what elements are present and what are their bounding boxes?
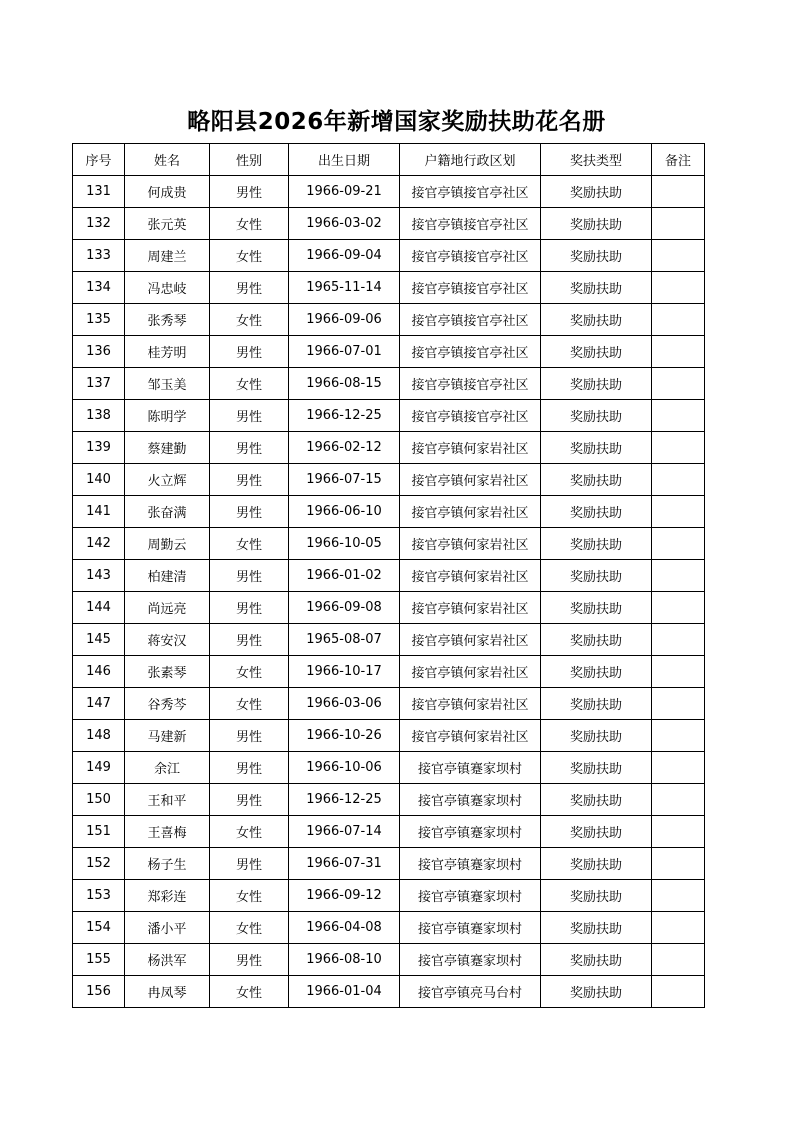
cell-remarks [652,176,705,208]
cell-registered-residence: 接官亭镇亮马台村 [400,976,541,1008]
table-row [73,848,705,880]
cell-serial-number: 142 [73,528,125,560]
cell-name: 张秀琴 [125,304,210,336]
cell-registered-residence: 接官亭镇蹇家坝村 [400,848,541,880]
cell-registered-residence: 接官亭镇接官亭社区 [400,304,541,336]
cell-name: 邹玉美 [125,368,210,400]
cell-birth-date: 1966-12-25 [289,784,400,816]
cell-serial-number: 131 [73,176,125,208]
cell-serial-number: 141 [73,496,125,528]
cell-serial-number: 151 [73,816,125,848]
cell-name: 杨洪军 [125,944,210,976]
cell-birth-date: 1966-10-17 [289,656,400,688]
cell-name: 桂芳明 [125,336,210,368]
cell-serial-number: 137 [73,368,125,400]
cell-remarks [652,560,705,592]
cell-birth-date: 1966-10-26 [289,720,400,752]
cell-name: 潘小平 [125,912,210,944]
cell-birth-date: 1966-10-05 [289,528,400,560]
cell-registered-residence: 接官亭镇接官亭社区 [400,208,541,240]
cell-remarks [652,720,705,752]
cell-serial-number: 146 [73,656,125,688]
cell-remarks [652,816,705,848]
cell-remarks [652,752,705,784]
cell-name: 周勤云 [125,528,210,560]
cell-subsidy-type: 奖励扶助 [541,848,652,880]
cell-serial-number: 147 [73,688,125,720]
cell-birth-date: 1966-09-04 [289,240,400,272]
table-row [73,464,705,496]
cell-subsidy-type: 奖励扶助 [541,944,652,976]
cell-gender: 男性 [210,720,289,752]
cell-gender: 男性 [210,336,289,368]
table-row [73,944,705,976]
table-row [73,400,705,432]
header-gender: 性别 [210,144,289,176]
cell-gender: 女性 [210,528,289,560]
cell-birth-date: 1966-02-12 [289,432,400,464]
cell-remarks [652,624,705,656]
cell-subsidy-type: 奖励扶助 [541,752,652,784]
cell-birth-date: 1966-09-08 [289,592,400,624]
cell-subsidy-type: 奖励扶助 [541,464,652,496]
cell-remarks [652,784,705,816]
cell-serial-number: 143 [73,560,125,592]
cell-name: 王和平 [125,784,210,816]
cell-remarks [652,304,705,336]
cell-remarks [652,464,705,496]
cell-registered-residence: 接官亭镇接官亭社区 [400,336,541,368]
cell-name: 杨子生 [125,848,210,880]
cell-subsidy-type: 奖励扶助 [541,912,652,944]
cell-birth-date: 1966-03-02 [289,208,400,240]
cell-registered-residence: 接官亭镇蹇家坝村 [400,912,541,944]
cell-name: 张元英 [125,208,210,240]
cell-name: 陈明学 [125,400,210,432]
cell-gender: 男性 [210,272,289,304]
table-row [73,816,705,848]
cell-name: 冉凤琴 [125,976,210,1008]
cell-serial-number: 136 [73,336,125,368]
cell-serial-number: 155 [73,944,125,976]
cell-remarks [652,528,705,560]
cell-birth-date: 1966-09-21 [289,176,400,208]
cell-gender: 女性 [210,240,289,272]
cell-registered-residence: 接官亭镇何家岩社区 [400,432,541,464]
cell-subsidy-type: 奖励扶助 [541,240,652,272]
cell-gender: 男性 [210,496,289,528]
cell-serial-number: 148 [73,720,125,752]
cell-subsidy-type: 奖励扶助 [541,368,652,400]
cell-gender: 男性 [210,752,289,784]
cell-serial-number: 152 [73,848,125,880]
cell-gender: 男性 [210,176,289,208]
cell-registered-residence: 接官亭镇何家岩社区 [400,624,541,656]
table-row [73,208,705,240]
table-row [73,752,705,784]
cell-subsidy-type: 奖励扶助 [541,336,652,368]
cell-gender: 男性 [210,848,289,880]
cell-birth-date: 1966-07-31 [289,848,400,880]
cell-subsidy-type: 奖励扶助 [541,592,652,624]
cell-gender: 男性 [210,560,289,592]
cell-birth-date: 1965-11-14 [289,272,400,304]
cell-registered-residence: 接官亭镇接官亭社区 [400,176,541,208]
cell-gender: 男性 [210,944,289,976]
cell-registered-residence: 接官亭镇何家岩社区 [400,720,541,752]
cell-serial-number: 145 [73,624,125,656]
cell-gender: 男性 [210,784,289,816]
cell-remarks [652,848,705,880]
cell-name: 郑彩连 [125,880,210,912]
header-registered-residence: 户籍地行政区划 [400,144,541,176]
cell-gender: 女性 [210,208,289,240]
cell-registered-residence: 接官亭镇蹇家坝村 [400,880,541,912]
cell-registered-residence: 接官亭镇接官亭社区 [400,400,541,432]
cell-remarks [652,368,705,400]
cell-gender: 男性 [210,624,289,656]
cell-subsidy-type: 奖励扶助 [541,976,652,1008]
cell-registered-residence: 接官亭镇何家岩社区 [400,688,541,720]
cell-gender: 女性 [210,912,289,944]
cell-registered-residence: 接官亭镇接官亭社区 [400,240,541,272]
cell-registered-residence: 接官亭镇何家岩社区 [400,464,541,496]
table-row [73,304,705,336]
cell-birth-date: 1966-07-15 [289,464,400,496]
cell-gender: 男性 [210,592,289,624]
cell-registered-residence: 接官亭镇蹇家坝村 [400,784,541,816]
cell-subsidy-type: 奖励扶助 [541,432,652,464]
table-body [73,176,705,1008]
cell-serial-number: 133 [73,240,125,272]
cell-remarks [652,400,705,432]
table-row [73,336,705,368]
cell-remarks [652,240,705,272]
table-row [73,176,705,208]
cell-gender: 女性 [210,816,289,848]
table-row [73,272,705,304]
table-row [73,880,705,912]
cell-birth-date: 1966-04-08 [289,912,400,944]
cell-gender: 女性 [210,304,289,336]
table-row [73,368,705,400]
cell-remarks [652,432,705,464]
cell-birth-date: 1966-08-15 [289,368,400,400]
cell-birth-date: 1966-07-01 [289,336,400,368]
cell-birth-date: 1966-01-02 [289,560,400,592]
cell-subsidy-type: 奖励扶助 [541,688,652,720]
cell-serial-number: 150 [73,784,125,816]
table-row [73,432,705,464]
header-subsidy-type: 奖扶类型 [541,144,652,176]
cell-remarks [652,208,705,240]
cell-remarks [652,944,705,976]
roster-table [72,143,705,1008]
document-title: 略阳县2026年新增国家奖励扶助花名册 [187,109,606,135]
cell-subsidy-type: 奖励扶助 [541,624,652,656]
cell-serial-number: 154 [73,912,125,944]
cell-subsidy-type: 奖励扶助 [541,816,652,848]
table-row [73,688,705,720]
cell-gender: 女性 [210,976,289,1008]
cell-serial-number: 140 [73,464,125,496]
cell-name: 马建新 [125,720,210,752]
cell-subsidy-type: 奖励扶助 [541,304,652,336]
cell-serial-number: 156 [73,976,125,1008]
table-row [73,720,705,752]
cell-gender: 女性 [210,880,289,912]
cell-name: 何成贵 [125,176,210,208]
cell-subsidy-type: 奖励扶助 [541,720,652,752]
cell-birth-date: 1966-10-06 [289,752,400,784]
cell-name: 火立辉 [125,464,210,496]
cell-serial-number: 132 [73,208,125,240]
cell-name: 张奋满 [125,496,210,528]
cell-serial-number: 153 [73,880,125,912]
cell-subsidy-type: 奖励扶助 [541,400,652,432]
table-row [73,496,705,528]
cell-remarks [652,688,705,720]
cell-remarks [652,976,705,1008]
table-row [73,624,705,656]
cell-remarks [652,880,705,912]
cell-gender: 女性 [210,688,289,720]
cell-name: 蒋安汉 [125,624,210,656]
cell-birth-date: 1966-08-10 [289,944,400,976]
cell-subsidy-type: 奖励扶助 [541,176,652,208]
cell-subsidy-type: 奖励扶助 [541,880,652,912]
table-header-row [73,144,705,176]
cell-serial-number: 149 [73,752,125,784]
cell-remarks [652,496,705,528]
cell-name: 蔡建勤 [125,432,210,464]
cell-registered-residence: 接官亭镇何家岩社区 [400,656,541,688]
cell-registered-residence: 接官亭镇何家岩社区 [400,592,541,624]
table-row [73,784,705,816]
cell-subsidy-type: 奖励扶助 [541,656,652,688]
cell-registered-residence: 接官亭镇接官亭社区 [400,272,541,304]
cell-serial-number: 138 [73,400,125,432]
cell-registered-residence: 接官亭镇蹇家坝村 [400,752,541,784]
cell-registered-residence: 接官亭镇蹇家坝村 [400,816,541,848]
header-birth-date: 出生日期 [289,144,400,176]
cell-gender: 男性 [210,464,289,496]
cell-subsidy-type: 奖励扶助 [541,528,652,560]
cell-serial-number: 134 [73,272,125,304]
cell-registered-residence: 接官亭镇接官亭社区 [400,368,541,400]
table-row [73,656,705,688]
cell-serial-number: 135 [73,304,125,336]
cell-gender: 女性 [210,368,289,400]
cell-subsidy-type: 奖励扶助 [541,272,652,304]
cell-remarks [652,336,705,368]
cell-subsidy-type: 奖励扶助 [541,208,652,240]
cell-birth-date: 1966-01-04 [289,976,400,1008]
cell-registered-residence: 接官亭镇蹇家坝村 [400,944,541,976]
cell-registered-residence: 接官亭镇何家岩社区 [400,496,541,528]
cell-birth-date: 1966-12-25 [289,400,400,432]
cell-remarks [652,592,705,624]
header-serial-number: 序号 [73,144,125,176]
cell-name: 周建兰 [125,240,210,272]
cell-registered-residence: 接官亭镇何家岩社区 [400,528,541,560]
cell-subsidy-type: 奖励扶助 [541,560,652,592]
cell-subsidy-type: 奖励扶助 [541,784,652,816]
cell-name: 王喜梅 [125,816,210,848]
cell-name: 谷秀芩 [125,688,210,720]
cell-remarks [652,656,705,688]
header-name: 姓名 [125,144,210,176]
table-row [73,976,705,1008]
cell-gender: 男性 [210,400,289,432]
cell-gender: 女性 [210,656,289,688]
cell-name: 余江 [125,752,210,784]
cell-name: 张素琴 [125,656,210,688]
cell-remarks [652,912,705,944]
header-remarks: 备注 [652,144,705,176]
table-row [73,592,705,624]
cell-birth-date: 1966-06-10 [289,496,400,528]
cell-name: 柏建清 [125,560,210,592]
cell-birth-date: 1965-08-07 [289,624,400,656]
cell-birth-date: 1966-09-12 [289,880,400,912]
cell-name: 尚远亮 [125,592,210,624]
cell-serial-number: 144 [73,592,125,624]
table-row [73,912,705,944]
cell-gender: 男性 [210,432,289,464]
table-row [73,528,705,560]
cell-birth-date: 1966-09-06 [289,304,400,336]
cell-name: 冯忠岐 [125,272,210,304]
table-row [73,560,705,592]
cell-birth-date: 1966-03-06 [289,688,400,720]
cell-registered-residence: 接官亭镇何家岩社区 [400,560,541,592]
cell-subsidy-type: 奖励扶助 [541,496,652,528]
table-row [73,240,705,272]
cell-remarks [652,272,705,304]
cell-birth-date: 1966-07-14 [289,816,400,848]
cell-serial-number: 139 [73,432,125,464]
